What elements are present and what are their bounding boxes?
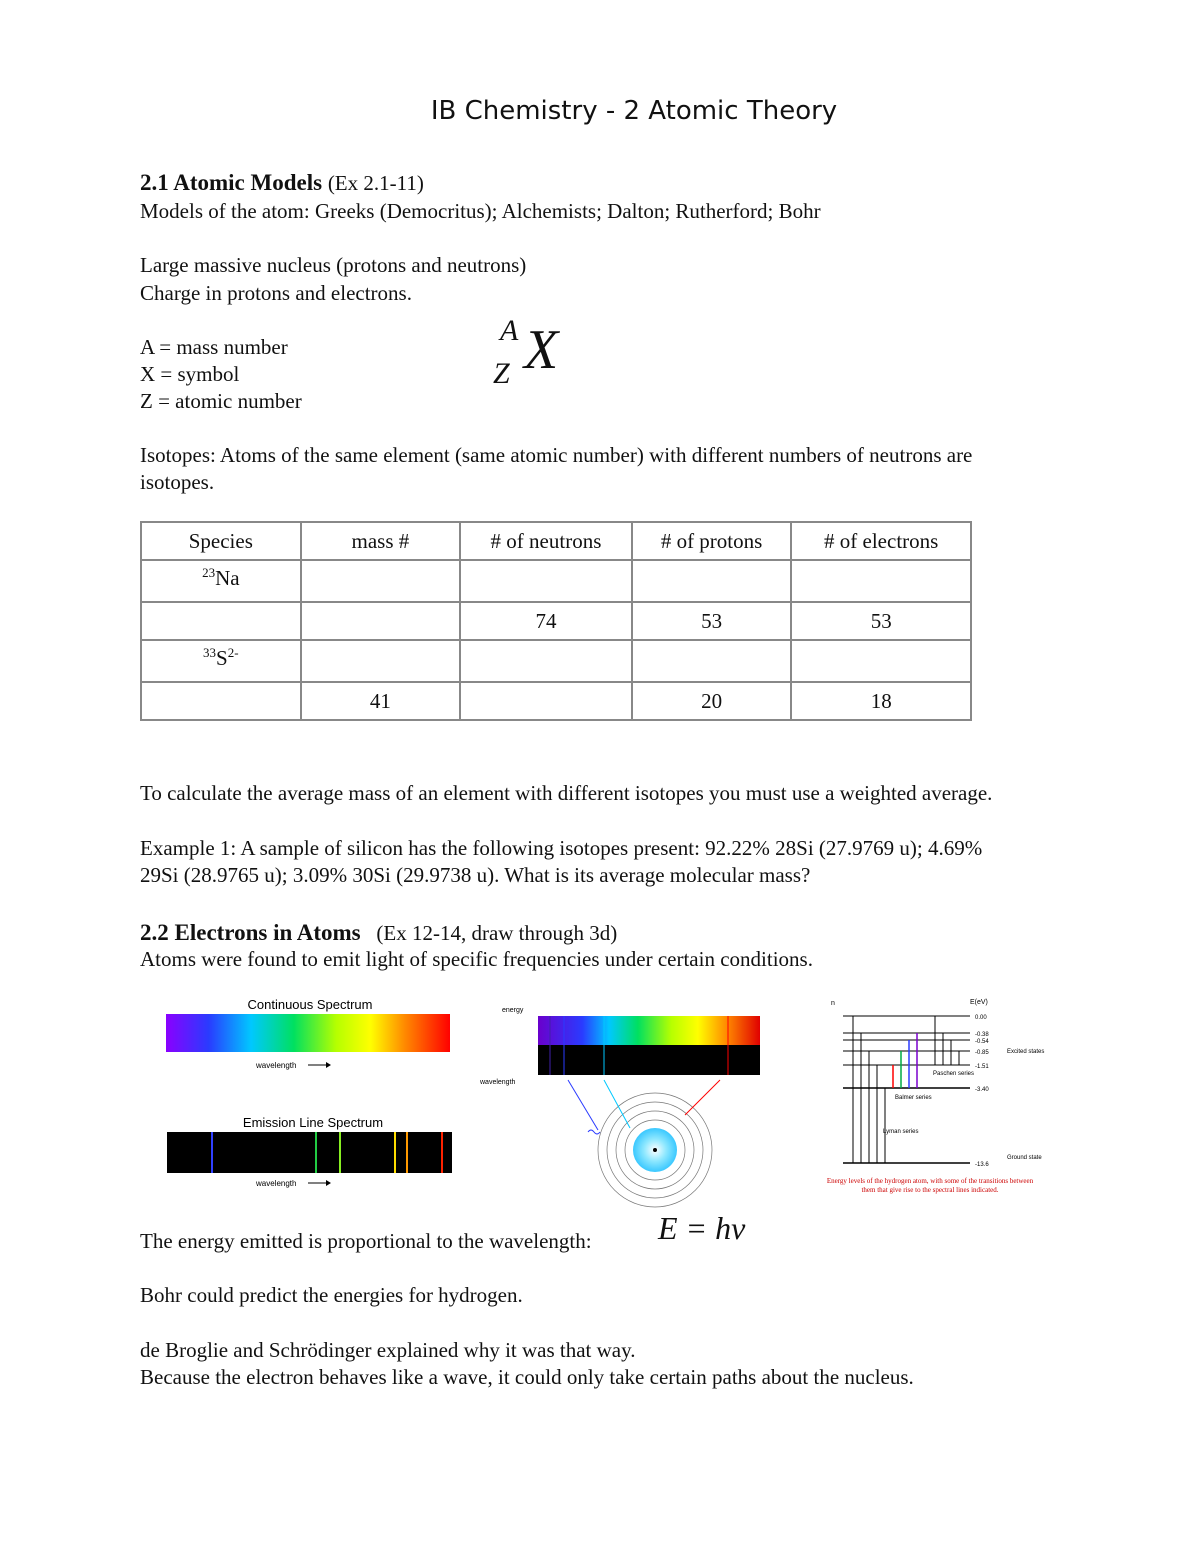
energy-value: -1.51 xyxy=(975,1064,989,1070)
nucleus-center xyxy=(653,1148,657,1152)
excited-states-label: Excited states xyxy=(1007,1049,1045,1055)
section-note: (Ex 2.1-11) xyxy=(327,171,424,195)
ground-state-label: Ground state xyxy=(1007,1155,1042,1161)
table-cell: 53 xyxy=(632,602,792,640)
table-cell[interactable] xyxy=(791,640,971,682)
charge-line: Charge in protons and electrons. xyxy=(140,281,412,305)
arrow-head-icon xyxy=(326,1062,331,1068)
table-cell[interactable] xyxy=(301,602,461,640)
paschen-series-label: Paschen series xyxy=(933,1071,975,1077)
section-heading-text: 2.2 Electrons in Atoms xyxy=(140,920,361,945)
n-label: n xyxy=(831,1000,835,1007)
energy-value: -3.40 xyxy=(975,1087,989,1093)
table-cell[interactable] xyxy=(632,640,792,682)
species-cell[interactable] xyxy=(141,682,301,720)
wavelength-label: wavelength xyxy=(256,1179,297,1188)
example-1-line-2: 29Si (28.9765 u); 3.09% 30Si (29.9738 u). What is its average molecular mass? xyxy=(140,863,811,887)
header-neutrons: # of neutrons xyxy=(460,522,632,560)
energy-value: -0.85 xyxy=(975,1050,989,1056)
table-header-row xyxy=(141,522,971,560)
bohr-absorption-bar xyxy=(538,1045,760,1075)
isotopes-line-1: Isotopes: Atoms of the same element (same atomic number) with different numbers of neutrons are xyxy=(140,443,973,467)
weighted-average-line: To calculate the average mass of an element with different isotopes you must use a weighted average. xyxy=(140,781,993,805)
energy-proportional-line: The energy emitted is proportional to the wavelength: xyxy=(140,1229,592,1253)
species-charge-superscript: 2- xyxy=(227,645,239,660)
section-note: (Ex 12-14, draw through 3d) xyxy=(376,921,618,945)
table-row xyxy=(141,602,971,640)
isotope-table xyxy=(140,521,972,721)
wavelength-label: wavelength xyxy=(256,1061,297,1070)
models-line: Models of the atom: Greeks (Democritus); Alchemists; Dalton; Rutherford; Bohr xyxy=(140,199,821,223)
energy-axis-label: E(eV) xyxy=(970,999,988,1006)
continuous-spectrum-bar xyxy=(166,1014,450,1052)
bohr-wavelength-label: wavelength xyxy=(480,1079,516,1086)
notation-atomic-number: Z xyxy=(493,357,510,390)
emission-spectrum-title: Emission Line Spectrum xyxy=(242,1115,384,1130)
table-cell: 18 xyxy=(791,682,971,720)
section-heading-text: 2.1 Atomic Models xyxy=(140,170,323,195)
energy-value: 0.00 xyxy=(975,1015,987,1021)
page-title: IB Chemistry - 2 Atomic Theory xyxy=(430,96,838,126)
table-cell[interactable] xyxy=(460,682,632,720)
emit-light-line: Atoms were found to emit light of specific frequencies under certain conditions. xyxy=(140,947,813,971)
energy-level-figure xyxy=(815,995,1045,1215)
header-protons: # of protons xyxy=(632,522,792,560)
notation-mass-number: A xyxy=(500,314,519,347)
bohr-spectrum-bar xyxy=(538,1016,760,1045)
balmer-series-label: Balmer series xyxy=(895,1095,932,1101)
definition-atomic-number: Z = atomic number xyxy=(140,389,302,413)
species-mass-superscript: 33 xyxy=(203,645,217,660)
table-row xyxy=(141,682,971,720)
species-cell xyxy=(141,560,301,602)
species-cell xyxy=(141,640,301,682)
continuous-spectrum-title: Continuous Spectrum xyxy=(247,997,373,1012)
bohr-model-figure xyxy=(480,1000,780,1210)
energy-value: -0.54 xyxy=(975,1039,989,1045)
lyman-series-label: Lyman series xyxy=(883,1129,919,1135)
table-cell: 74 xyxy=(460,602,632,640)
table-cell[interactable] xyxy=(301,640,461,682)
species-symbol: Na xyxy=(215,566,240,590)
example-1-line-1: Example 1: A sample of silicon has the following isotopes present: 92.22% 28Si (27.9769 u); 4.69% xyxy=(140,836,983,860)
table-cell[interactable] xyxy=(791,560,971,602)
table-cell: 41 xyxy=(301,682,461,720)
energy-value: -13.6 xyxy=(975,1162,989,1168)
definition-mass-number: A = mass number xyxy=(140,335,288,359)
definition-symbol: X = symbol xyxy=(140,362,240,386)
photon-path xyxy=(568,1080,598,1130)
energy-level-caption: Energy levels of the hydrogen atom, with some of the transitions between them that give rise to the spectral lines indicated. xyxy=(826,1177,1034,1194)
table-cell[interactable] xyxy=(632,560,792,602)
nucleus-line: Large massive nucleus (protons and neutrons) xyxy=(140,253,527,277)
table-row xyxy=(141,640,971,682)
planck-formula: E = hν xyxy=(658,1210,746,1246)
section-heading-atomic-models xyxy=(140,168,424,198)
notation-symbol: X xyxy=(524,319,559,381)
table-cell: 53 xyxy=(791,602,971,640)
emission-spectrum-bar xyxy=(167,1132,452,1173)
electron-wave-line: Because the electron behaves like a wave, it could only take certain paths about the nucleus. xyxy=(140,1365,914,1389)
species-symbol: S xyxy=(216,646,228,670)
debroglie-line: de Broglie and Schrödinger explained why it was that way. xyxy=(140,1338,636,1362)
header-mass-number: mass # xyxy=(301,522,461,560)
table-cell: 20 xyxy=(632,682,792,720)
energy-level-caption-container xyxy=(825,1177,1035,1213)
species-mass-superscript: 23 xyxy=(202,565,216,580)
bohr-energy-label: energy xyxy=(502,1007,524,1014)
header-electrons: # of electrons xyxy=(791,522,971,560)
photon-path xyxy=(685,1080,720,1115)
spectra-figure xyxy=(160,993,460,1193)
header-species: Species xyxy=(141,522,301,560)
table-row xyxy=(141,560,971,602)
species-cell[interactable] xyxy=(141,602,301,640)
photon-wave-icon xyxy=(588,1130,600,1134)
isotopes-line-2: isotopes. xyxy=(140,470,215,494)
table-cell[interactable] xyxy=(301,560,461,602)
table-cell[interactable] xyxy=(460,560,632,602)
energy-value: -0.38 xyxy=(975,1032,989,1038)
bohr-line: Bohr could predict the energies for hydrogen. xyxy=(140,1283,523,1307)
section-heading-electrons xyxy=(140,918,617,948)
table-cell[interactable] xyxy=(460,640,632,682)
arrow-head-icon xyxy=(326,1180,331,1186)
